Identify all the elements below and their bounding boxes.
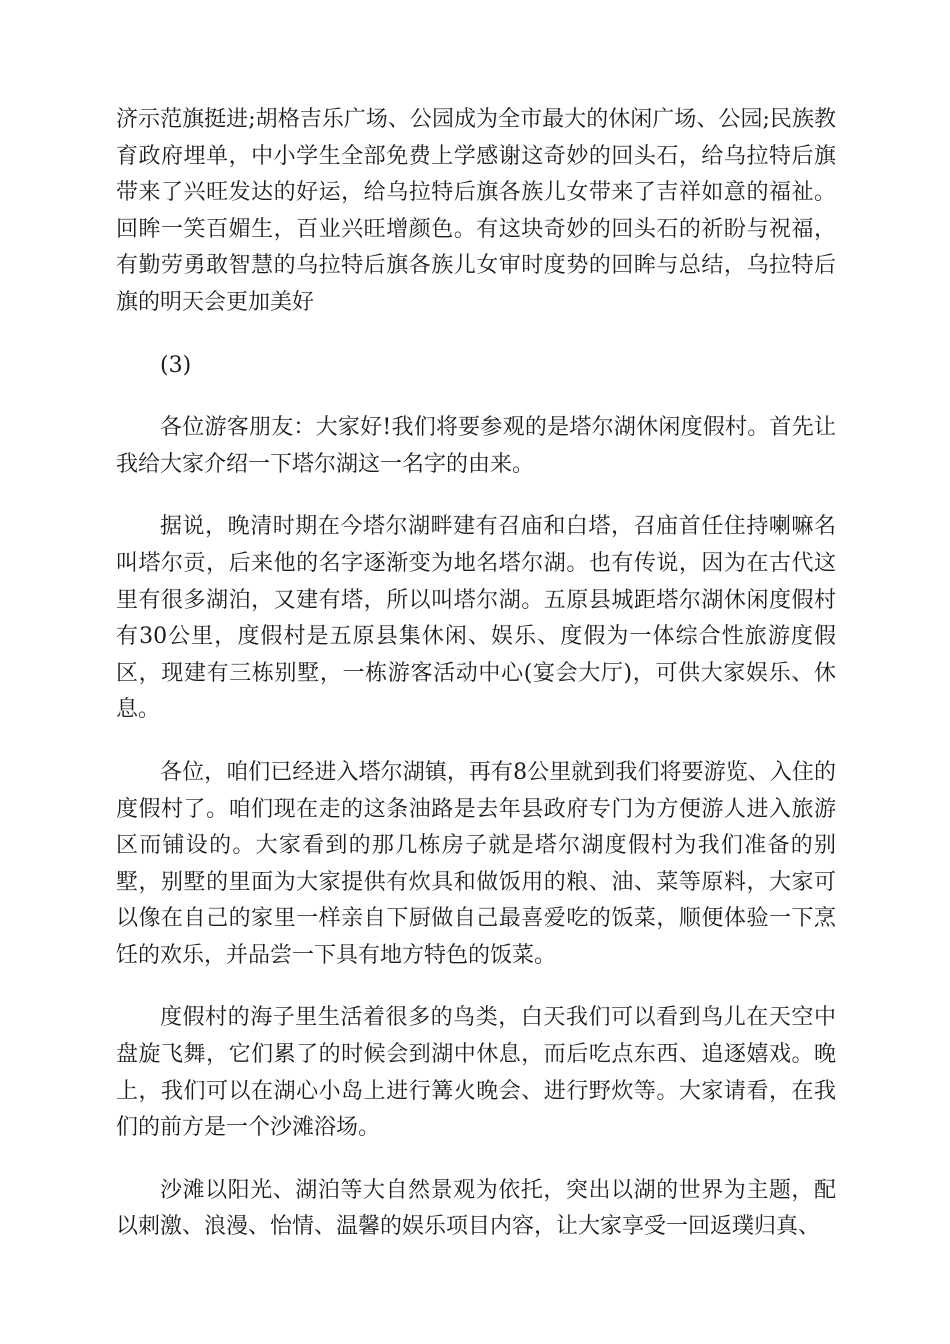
- document-body: [116, 102, 836, 1272]
- paragraph-birds: 度假村的海子里生活着很多的鸟类，白天我们可以看到鸟儿在天空中盘旋飞舞，它们累了的时候会到湖中休息，而后吃点东西、追逐嬉戏。晚上，我们可以在湖心小岛上进行篝火晚会、进行野炊等。大家请看，在我们的前方是一个沙滩浴场。: [116, 1005, 836, 1141]
- paragraph-greeting: 各位游客朋友：大家好!我们将要参观的是塔尔湖休闲度假村。首先让我给大家介绍一下塔尔湖这一名字的由来。: [116, 415, 836, 477]
- paragraph-name-origin: 据说，晚清时期在今塔尔湖畔建有召庙和白塔，召庙首任住持喇嘛名叫塔尔贡，后来他的名字逐渐变为地名塔尔湖。也有传说，因为在古代这里有很多湖泊，又建有塔，所以叫塔尔湖。五原县城距塔尔湖休闲度假村有30公里，度假村是五原县集休闲、娱乐、度假为一体综合性旅游度假区，现建有三栋别墅，一栋游客活动中心(宴会大厅)，可供大家娱乐、休息。: [116, 514, 836, 723]
- paragraph-beach: 沙滩以阳光、湖泊等大自然景观为依托，突出以湖的世界为主题，配以刺激、浪漫、怡情、温馨的娱乐项目内容，让大家享受一回返璞归真、: [116, 1177, 836, 1240]
- paragraph-arrival: 各位，咱们已经进入塔尔湖镇，再有8公里就到我们将要游览、入住的度假村了。咱们现在走的这条油路是去年县政府专门为方便游人进入旅游区而铺设的。大家看到的那几栋房子就是塔尔湖度假村为我们准备的别墅，别墅的里面为大家提供有炊具和做饭用的粮、油、菜等原料，大家可以像在自己的家里一样亲自下厨做自己最喜爱吃的饭菜，顺便体验一下烹饪的欢乐，并品尝一下具有地方特色的饭菜。: [116, 759, 836, 968]
- paragraph-continuation: 济示范旗挺进;胡格吉乐广场、公园成为全市最大的休闲广场、公园;民族教育政府埋单，中小学生全部免费上学感谢这奇妙的回头石，给乌拉特后旗带来了兴旺发达的好运，给乌拉特后旗各族儿女带来了吉祥如意的福祉。回眸一笑百媚生，百业兴旺增颜色。有这块奇妙的回头石的祈盼与祝福，有勤劳勇敢智慧的乌拉特后旗各族儿女审时度势的回眸与总结，乌拉特后旗的明天会更加美好: [116, 107, 836, 315]
- section-number: (3): [160, 352, 192, 378]
